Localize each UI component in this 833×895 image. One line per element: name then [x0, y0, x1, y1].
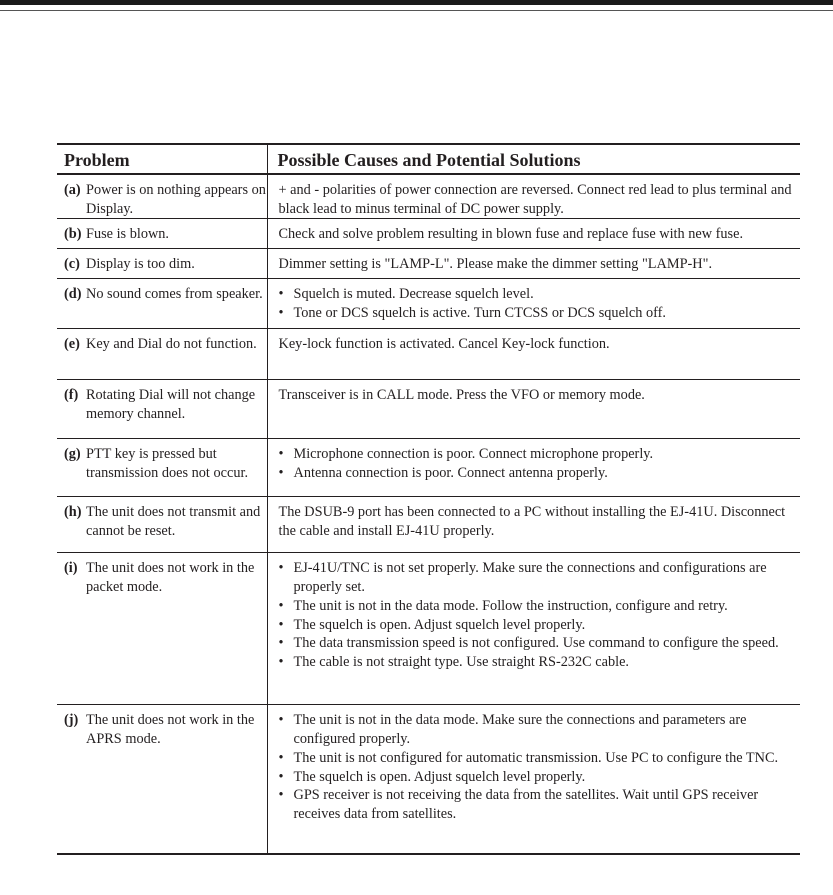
- problem-text: PTT key is pressed but transmission does not occur.: [86, 446, 249, 482]
- problem-text: The unit does not work in the packet mode.: [86, 560, 255, 596]
- solution-cell: Transceiver is in CALL mode. Press the VFO or memory mode.: [267, 380, 800, 439]
- table-row: [57, 329, 800, 380]
- problem-letter: (e): [64, 336, 80, 353]
- problem-cell: [57, 705, 267, 854]
- table-row: [57, 380, 800, 439]
- problem-letter: (h): [64, 504, 82, 521]
- table-row: [57, 279, 800, 329]
- problem-cell: [57, 380, 267, 439]
- solution-cell: Check and solve problem resulting in blown fuse and replace fuse with new fuse.: [267, 219, 800, 249]
- solution-bullet: • Tone or DCS squelch is active. Turn CTCSS or DCS squelch off.: [279, 304, 801, 323]
- solution-cell: Key-lock function is activated. Cancel Key-lock function.: [267, 329, 800, 380]
- problem-text: Display is too dim.: [86, 256, 195, 273]
- problem-cell: [57, 439, 267, 497]
- problem-text: The unit does not work in the APRS mode.: [86, 712, 255, 748]
- solution-cell: [267, 553, 800, 705]
- table-row: [57, 705, 800, 854]
- problem-text: Fuse is blown.: [86, 226, 170, 243]
- problem-text: No sound comes from speaker.: [86, 286, 263, 303]
- problem-text: Power is on nothing appears on Display.: [86, 182, 266, 217]
- problem-text: The unit does not transmit and cannot be reset.: [86, 504, 261, 540]
- solution-bullet: • The unit is not in the data mode. Follow the instruction, configure and retry.: [279, 597, 801, 616]
- solution-bullet: • Microphone connection is poor. Connect microphone properly.: [279, 445, 801, 464]
- solution-cell: [267, 279, 800, 329]
- problem-letter: (d): [64, 286, 82, 303]
- problem-letter: (c): [64, 256, 80, 273]
- solution-cell: Dimmer setting is "LAMP-L". Please make the dimmer setting "LAMP-H".: [267, 249, 800, 279]
- solution-bullet: • The squelch is open. Adjust squelch level properly.: [279, 768, 801, 787]
- solution-bullet: • The cable is not straight type. Use straight RS-232C cable.: [279, 653, 801, 672]
- table-row: [57, 174, 800, 219]
- solution-bullet: • The unit is not in the data mode. Make sure the connections and parameters are configured properly.: [279, 711, 801, 748]
- problem-cell: [57, 249, 267, 279]
- problem-text: Rotating Dial will not change memory channel.: [86, 387, 256, 423]
- troubleshooting-table: [57, 143, 800, 855]
- table-row: [57, 497, 800, 553]
- table-row: [57, 219, 800, 249]
- problem-cell: [57, 329, 267, 380]
- solutions-column-header: Possible Causes and Potential Solutions: [267, 144, 800, 174]
- solution-bullet: • Squelch is muted. Decrease squelch level.: [279, 285, 801, 304]
- header-rule-thin: [0, 10, 833, 11]
- solution-bullet: • The unit is not configured for automatic transmission. Use PC to configure the TNC.: [279, 749, 801, 768]
- table-row: [57, 249, 800, 279]
- problem-cell: [57, 497, 267, 553]
- solution-bullet: • The squelch is open. Adjust squelch level properly.: [279, 616, 801, 635]
- table-header-row: [57, 144, 800, 174]
- problem-cell: [57, 553, 267, 705]
- problem-letter: (i): [64, 560, 78, 577]
- solution-bullet: • Antenna connection is poor. Connect antenna properly.: [279, 464, 801, 483]
- solution-cell: The DSUB-9 port has been connected to a PC without installing the EJ-41U. Disconnect the cable and install EJ-41U properly.: [267, 497, 800, 553]
- problem-letter: (g): [64, 446, 81, 463]
- solution-cell: [267, 705, 800, 854]
- problem-column-header: Problem: [57, 144, 267, 174]
- solution-bullet: • The data transmission speed is not configured. Use command to configure the speed.: [279, 634, 801, 653]
- solution-bullet: • EJ-41U/TNC is not set properly. Make sure the connections and configurations are properly set.: [279, 559, 801, 596]
- problem-letter: (j): [64, 712, 79, 729]
- problem-cell: [57, 174, 267, 219]
- problem-letter: (f): [64, 387, 79, 404]
- header-rule-thick: [0, 0, 833, 5]
- table-row: [57, 553, 800, 705]
- problem-letter: (b): [64, 226, 82, 243]
- problem-cell: [57, 219, 267, 249]
- problem-letter: (a): [64, 182, 81, 198]
- problem-cell: [57, 279, 267, 329]
- problem-text: Key and Dial do not function.: [86, 336, 257, 353]
- solution-cell: [267, 439, 800, 497]
- table-row: [57, 439, 800, 497]
- solution-bullet: • GPS receiver is not receiving the data from the satellites. Wait until GPS receiver receives data from satellites.: [279, 786, 801, 823]
- solution-cell: + and - polarities of power connection are reversed. Connect red lead to plus terminal and black lead to minus terminal of DC power supply.: [267, 174, 800, 219]
